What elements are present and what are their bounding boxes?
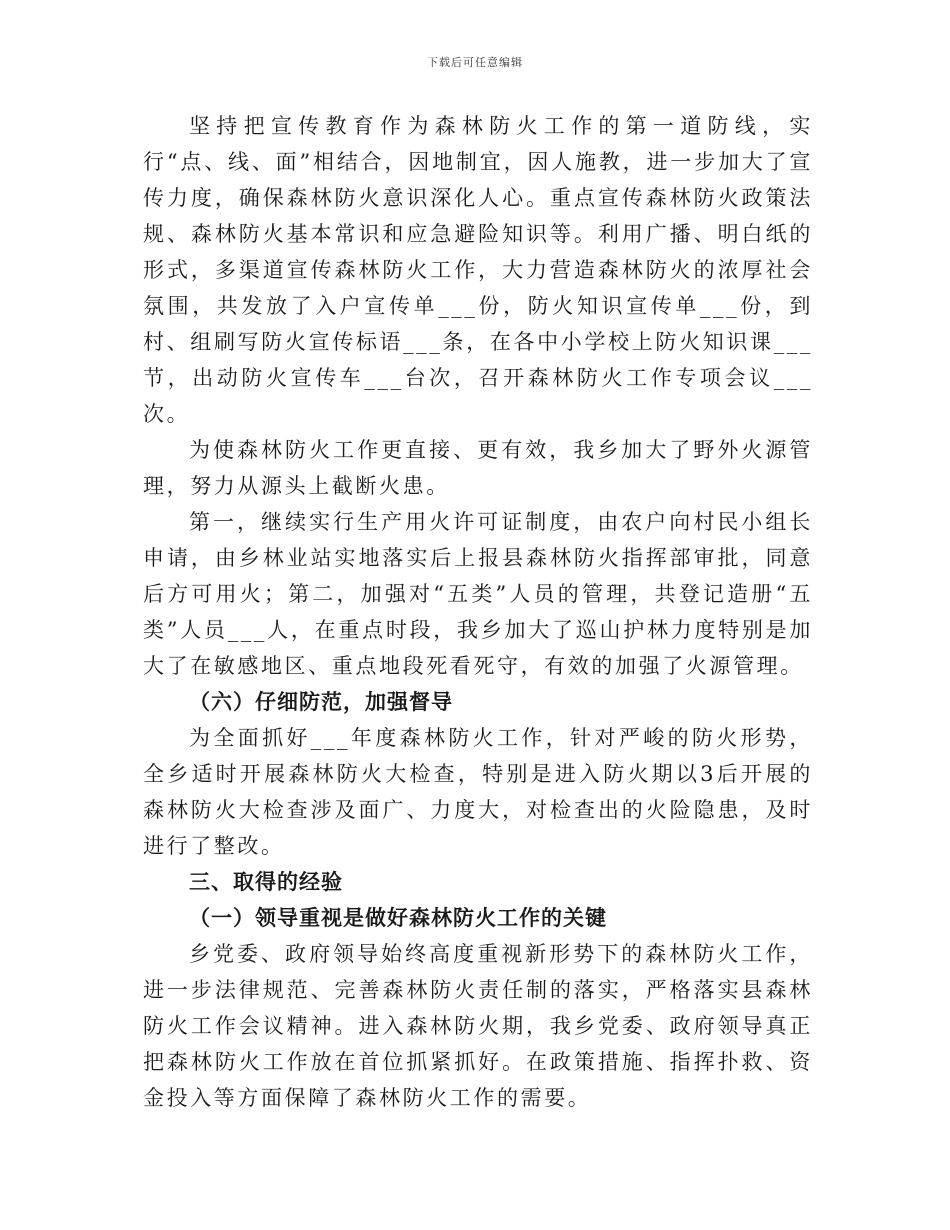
subsection-heading-leadership: （一）领导重视是做好森林防火工作的关键	[189, 906, 607, 930]
section-heading-supervision: （六）仔细防范，加强督导	[189, 690, 453, 714]
paragraph-publicity: 坚持把宣传教育作为森林防火工作的第一道防线，实行“点、线、面”相结合，因地制宜，因人施教，进一步加大了宣传力度，确保森林防火意识深化人心。重点宣传森林防火政策法规、森林防火基本常识和应急避险知识等。利用广播、明白纸的形式，多渠道宣传森林防火工作，大力营造森林防火的浓厚社会氛围，共发放了入户宣传单___份，防火知识宣传单___份，到村、组刷写防火宣传标语___条，在各中小学校上防火知识课___节，出动防火宣传车___台次，召开森林防火工作专项会议___次。	[143, 114, 813, 426]
paragraph-inspection: 为全面抓好___年度森林防火工作，针对严峻的防火形势，全乡适时开展森林防火大检查，特别是进入防火期以3后开展的森林防火大检查涉及面广、力度大，对检查出的火险隐患，及时进行了整改。	[143, 726, 813, 858]
section-heading-experience: 三、取得的经验	[189, 870, 343, 894]
paragraph-leadership: 乡党委、政府领导始终高度重视新形势下的森林防火工作，进一步法律规范、完善森林防火责任制的落实，严格落实县森林防火工作会议精神。进入森林防火期，我乡党委、政府领导真正把森林防火工作放在首位抓紧抓好。在政策措施、指挥扑救、资金投入等方面保障了森林防火工作的需要。	[143, 942, 813, 1110]
paragraph-fire-source: 为使森林防火工作更直接、更有效，我乡加大了野外火源管理，努力从源头上截断火患。	[143, 438, 813, 498]
paragraph-measures: 第一，继续实行生产用火许可证制度，由农户向村民小组长申请，由乡林业站实地落实后上报县森林防火指挥部审批，同意后方可用火；第二，加强对“五类”人员的管理，共登记造册“五类”人员___人，在重点时段，我乡加大了巡山护林力度特别是加大了在敏感地区、重点地段死看死守，有效的加强了火源管理。	[143, 510, 813, 678]
page-header: 下载后可任意编辑	[427, 56, 523, 69]
document-body	[143, 108, 813, 1116]
